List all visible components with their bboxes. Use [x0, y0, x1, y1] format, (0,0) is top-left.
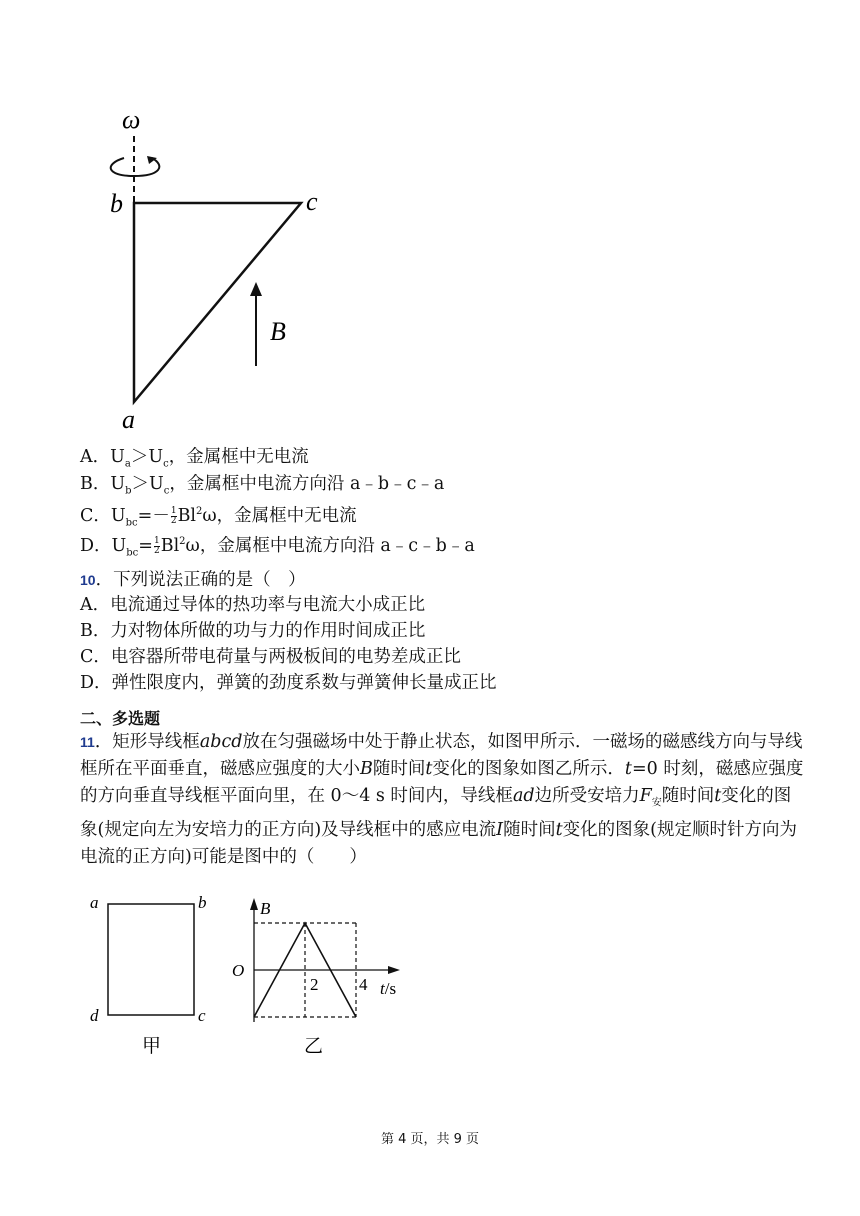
page-footer: 第 4 页，共 9 页 [380, 1132, 480, 1147]
b-axis-label: B [260, 899, 271, 918]
caption-jia: 甲 [142, 1036, 162, 1057]
fraction-one-half: $\frac{1}{2}$ [170, 505, 177, 526]
q10-option-a[interactable]: A．电流通过导体的热功率与电流大小成正比 [80, 595, 426, 615]
q10-option-d[interactable]: D．弹性限度内，弹簧的劲度系数与弹簧伸长量成正比 [80, 673, 497, 693]
q10-option-c[interactable]: C．电容器所带电荷量与两极板间的电势差成正比 [80, 647, 461, 667]
q9-option-c[interactable]: C．$U_{bc}=-$ $\frac{1}{2}$ Bl$^2$ω，金属框中无电流 [80, 505, 357, 529]
figure-yi-bt-graph [228, 890, 418, 1060]
field-arrow-icon [250, 282, 262, 296]
field-B-label: B [270, 317, 286, 346]
triangle-frame-figure [100, 100, 340, 440]
origin-label: O [232, 961, 245, 980]
tick-2-label: 2 [310, 975, 319, 994]
wire-frame [108, 904, 194, 1015]
corner-d-label: d [90, 1006, 99, 1025]
vertex-c-label: c [306, 187, 318, 216]
triangle-frame [134, 203, 301, 402]
section-title-multiple-choice: 二、多选题 [80, 709, 161, 728]
q11-stem: 11．矩形导线框abcd放在匀强磁场中处于静止状态，如图甲所示．一磁场的磁感线方向与导线框所在平面垂直，磁感应强度的大小B随时间t变化的图象如图乙所示．t=0 时刻，磁感应强度的方向垂直导线框平面向里，在 0～4 s 时间内，导线框ad边所受安培力$F_安$随时间t变化的图象(规定向左为安培力的正方向)及导线框中的感应电流I随时间t变化的图象(规定顺时针方向为电流的正方向)可能是图中的（ ） [80, 732, 804, 867]
t-axis-arrow-icon [388, 966, 400, 974]
tick-4-label: 4 [359, 975, 368, 994]
corner-a-label: a [90, 893, 99, 912]
corner-b-label: b [198, 893, 207, 912]
fraction-one-half: $\frac{1}{2}$ [153, 535, 160, 556]
omega-label: ω [122, 105, 141, 134]
vertex-a-label: a [122, 405, 135, 434]
t-axis-label: t/s [380, 979, 397, 998]
caption-yi: 乙 [304, 1036, 324, 1057]
figure-jia-rectangle [86, 888, 216, 1058]
q9-option-b[interactable]: B．$U_b>U_c$，金属框中电流方向沿 a﹣b﹣c﹣a [80, 474, 445, 497]
q10-stem: 10．下列说法正确的是（ ） [80, 570, 306, 590]
q9-option-a[interactable]: A．$U_a>U_c$，金属框中无电流 [80, 447, 309, 470]
b-axis-arrow-icon [250, 898, 258, 910]
corner-c-label: c [198, 1006, 206, 1025]
q9-option-d[interactable]: D．$U_{bc}=$ $\frac{1}{2}$ Bl$^2$ω，金属框中电流方向沿 a﹣c﹣b﹣a [80, 535, 475, 559]
vertex-b-label: b [110, 189, 123, 218]
q10-option-b[interactable]: B．力对物体所做的功与力的作用时间成正比 [80, 621, 426, 641]
